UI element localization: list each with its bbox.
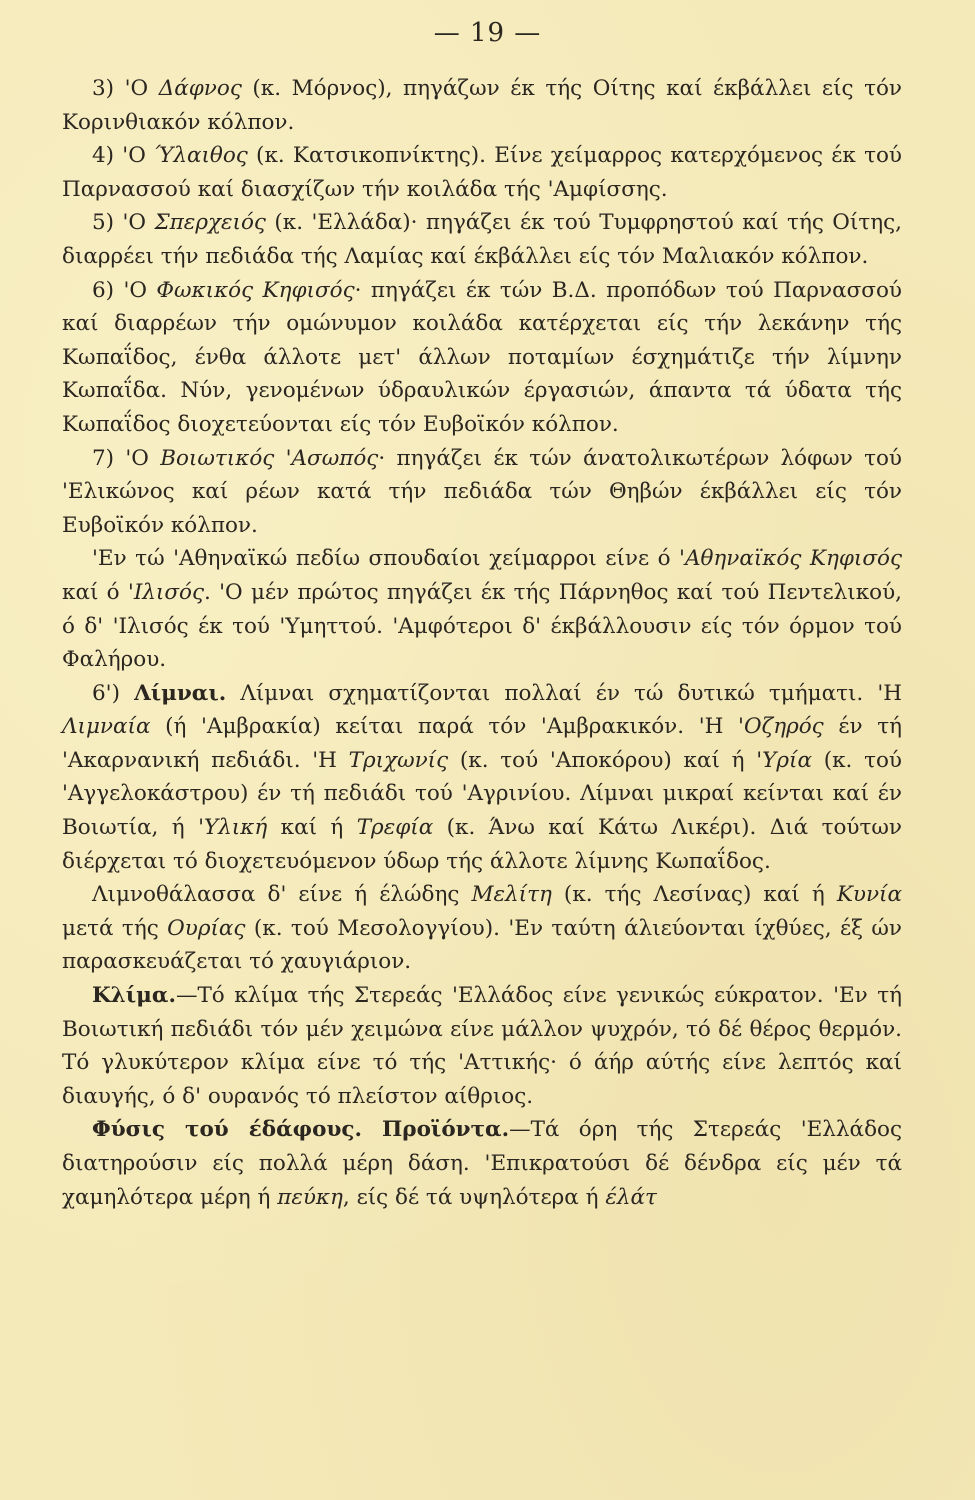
text-run: 5) 'Ο [92, 210, 155, 236]
text-run: Λιμναία [62, 714, 151, 740]
text-run: Φωκικός Κηφισός [156, 277, 355, 303]
text-run: 4) 'Ο [92, 143, 155, 169]
text-run: Κυνία [836, 882, 902, 908]
text-run: (κ. Άνω καί Κάτω Λικέρι). Διά τούτων διέρχεται τό διοχετευόμενον ύδωρ τής άλλοτε λίμνης Κωπαΐδος. [62, 815, 902, 874]
paragraph-river-spercheios [62, 206, 902, 273]
text-run: 6) 'Ο [92, 277, 157, 303]
text-run: . 'Ο μέν πρώτος πηγάζει έκ τής Πάρνηθος καί τού Πεντελικού, ό δ' 'Ιλισός έκ τού 'Υμηττού. 'Αμφότεροι δ' έκβάλλουσιν είς τόν όρμον τού Φαλήρου. [62, 579, 902, 673]
text-run: Λίμναι σχηματίζονται πολλαί έν τώ δυτικώ τμήματι. 'Η [226, 680, 903, 706]
text-run: 'Οζηρός [738, 714, 824, 740]
paragraph-lakes [62, 677, 902, 879]
text-run: καί ό [62, 579, 128, 605]
text-run: Ύλαιθος [154, 143, 248, 169]
text-run: Σπερχειός [154, 210, 266, 236]
text-run: καί ή [267, 815, 357, 841]
text-run: (κ. τού 'Αποκόρου) καί ή [448, 747, 757, 773]
text-run: Μελίτη [471, 882, 552, 908]
text-run: 7) 'Ο [92, 445, 161, 471]
text-run: (κ. Μόρνος), πηγάζων έκ τής Οίτης καί έκβάλλει είς τόν Κορινθιακόν κόλπον. [62, 76, 902, 135]
text-run: 3) 'Ο [92, 76, 159, 101]
text-run: · πηγάζει έκ τών άνατολικωτέρων λόφων τού 'Ελικώνος καί ρέων κατά τήν πεδιάδα τών Θηβών έκβάλλει είς τόν Ευβοϊκόν κόλπον. [62, 445, 902, 538]
text-run: Τριχωνίς [348, 747, 449, 773]
paragraph-river-ylaithos [62, 139, 902, 206]
text-run: μετά τής [62, 915, 168, 941]
text-run: Φύσις τού έδάφους. Προϊόντα. [92, 1117, 510, 1143]
text-run: πεύκη [277, 1184, 343, 1210]
paragraph-climate [62, 979, 902, 1113]
paragraph-river-fokikos-kifisos [62, 274, 902, 442]
text-run: 6') [92, 680, 135, 706]
text-run: έν τή 'Ακαρνανική πεδιάδι. 'Η [62, 714, 903, 773]
text-run: · πηγάζει έκ τών Β.Δ. προπόδων τού Παρνασσού καί διαρρέων τήν ομώνυμον κοιλάδα κατέρχεται είς τήν λεκάνην τής Κωπαΐδος, ένθα άλλοτε μετ' άλλων ποταμίων έσχημάτιζε τήν λίμνην Κωπαΐδα. Νύν, γενομένων ύδραυλικών έργασιών, άπαντα τά ύδατα τής Κωπαΐδος διοχετεύονται είς τόν Ευβοϊκόν κόλπον. [62, 277, 902, 437]
text-run: 'Ιλισός [127, 579, 205, 605]
text-run: , είς δέ τά υψηλότερα ή [342, 1184, 606, 1210]
text-run: —Τά όρη τής Στερεάς 'Ελλάδος διατηρούσιν είς πολλά μέρη δάση. 'Επικρατούσι δέ δένδρα είς μέν τά χαμηλότερα μέρη ή [62, 1117, 903, 1210]
text-run: Βοιωτικός 'Ασωπός [160, 445, 379, 471]
text-run: 'Υρία [756, 747, 812, 773]
text-run: 'Εν τώ 'Αθηναϊκώ πεδίω σπουδαίοι χείμαρροι είνε ό [92, 546, 680, 572]
paragraph-river-asopos [62, 442, 902, 543]
text-run: Λιμνοθάλασσα δ' είνε ή έλώδης [92, 882, 472, 908]
text-run: Λίμναι. [134, 680, 227, 706]
text-run: (κ. τού 'Αγγελοκάστρου) έν τή πεδιάδι τού 'Αγρινίου. Λίμναι μικραί κείνται καί έν Βοιωτία, ή [62, 747, 902, 841]
text-run: Κλίμα. [92, 983, 176, 1009]
text-run: —Τό κλίμα τής Στερεάς 'Ελλάδος είνε γενικώς εύκρατον. 'Εν τή Βοιωτική πεδιάδι τόν μέν χειμώνα είνε μάλλον ψυχρόν, τό δέ θέρος θερμόν. Τό γλυκύτερον κλίμα είνε τό τής 'Αττικής· ό άήρ αύτής είνε λεπτός καί διαυγής, ό δ' ουρανός τό πλείστον αίθριος. [62, 983, 902, 1109]
page-number: — 19 — [433, 18, 542, 48]
text-run: Τρεφία [356, 815, 434, 841]
text-run: (κ. τού Μεσολογγίου). 'Εν ταύτη άλιεύονται ίχθύες, έξ ών παρασκευάζεται τό χαυγιάριον. [62, 915, 902, 975]
text-run: (κ. Κατσικοπνίκτης). Είνε χείμαρρος κατερχόμενος έκ τού Παρνασσού καί διασχίζων τήν κοιλάδα τής 'Αμφίσσης. [62, 143, 902, 202]
text-run: έλάτ [605, 1184, 657, 1210]
body-text [62, 72, 902, 1214]
paragraph-attic-torrents [62, 542, 902, 676]
text-run: 'Αθηναϊκός Κηφισός [679, 546, 902, 572]
text-run: (ή 'Αμβρακία) κείται παρά τόν 'Αμβρακικόν. 'Η [150, 714, 739, 740]
text-run: 'Υλική [198, 815, 268, 841]
paragraph-river-dafnos [62, 72, 902, 139]
text-run: Δάφνος [158, 76, 242, 101]
text-run: Ουρίας [167, 915, 246, 941]
paragraph-lagoons [62, 878, 902, 979]
text-run: (κ. 'Ελλάδα)· πηγάζει έκ τού Τυμφρηστού καί τής Οίτης, διαρρέει τήν πεδιάδα τής Λαμίας καί έκβάλλει είς τόν Μαλιακόν κόλπον. [62, 210, 902, 269]
text-run: (κ. τής Λεσίνας) καί ή [551, 882, 837, 908]
paragraph-soil-products [62, 1113, 902, 1214]
